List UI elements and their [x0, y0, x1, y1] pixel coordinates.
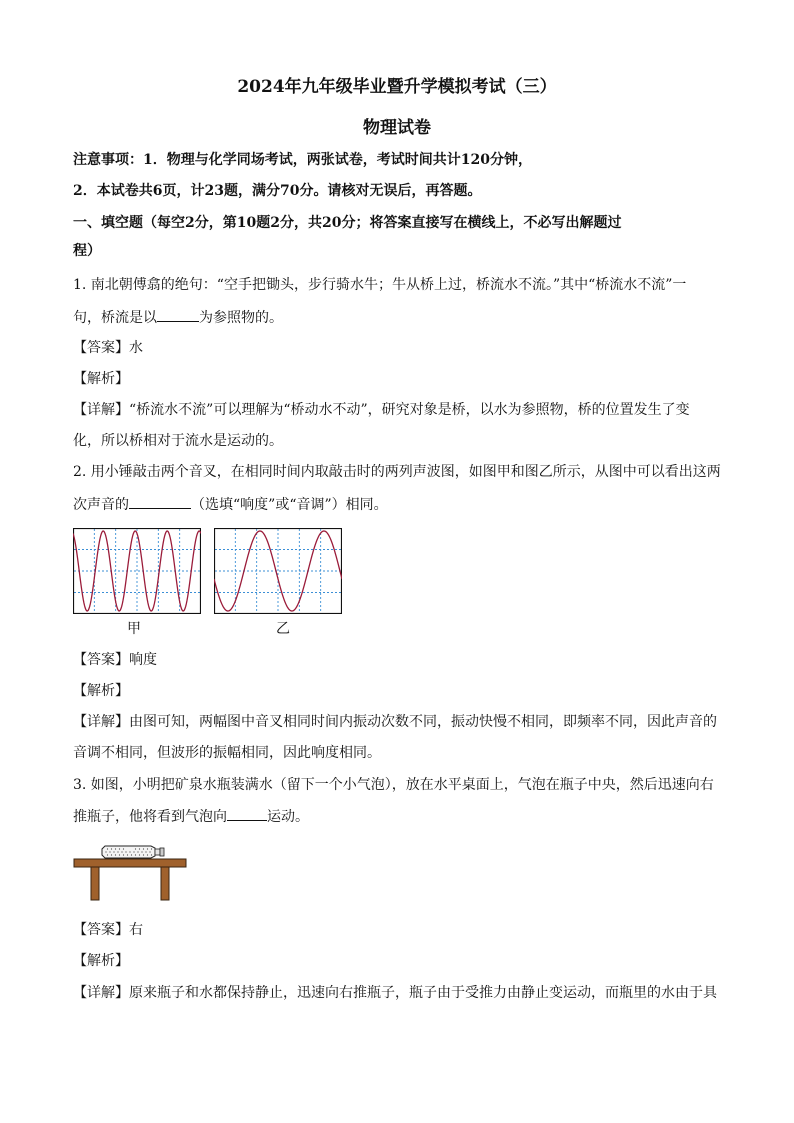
water-dot	[143, 854, 144, 855]
water-dot	[125, 851, 126, 852]
water-dot	[119, 854, 120, 855]
water-dot	[107, 854, 108, 855]
sound-wave-figure-b	[214, 528, 342, 614]
water-dot	[145, 851, 146, 852]
exam-subject-title: 物理试卷	[363, 118, 431, 138]
q3-analysis-tag: 【解析】	[73, 953, 129, 969]
q1-text-line-2	[73, 307, 283, 328]
q1-answer-tag: 【答案】	[73, 340, 129, 356]
q2-text-part-b: （选填“响度”或“音调”）相同。	[191, 497, 388, 513]
q1-answer: 水	[129, 340, 143, 356]
q1-detail-line-1	[73, 400, 690, 420]
notes-line-2: 2．本试卷共6页，计23题，满分70分。请核对无误后，再答题。	[73, 183, 482, 199]
q3-detail-tag: 【详解】	[73, 985, 129, 1001]
q1-text-part-b: 为参照物的。	[199, 310, 283, 326]
water-dot	[115, 848, 116, 849]
grid-a	[74, 529, 200, 613]
q3-answer-tag: 【答案】	[73, 922, 129, 938]
q1-answer-line	[73, 338, 143, 358]
q2-text-part-a: 次声音的	[73, 497, 129, 513]
water-dot	[131, 854, 132, 855]
water-dot	[115, 854, 116, 855]
figure-label-jia: 甲	[127, 621, 141, 637]
water-dot	[137, 851, 138, 852]
q2-detail-text-1: 由图可知，两幅图中音叉相同时间内振动次数不同，振动快慢不相同，即频率不同，因此声音的	[129, 714, 717, 730]
water-dot	[117, 851, 118, 852]
q2-answer-line	[73, 650, 157, 670]
q1-detail-text-1: “桥流水不流”可以理解为“桥动水不动”，研究对象是桥，以水为参照物，桥的位置发生了变	[129, 402, 690, 418]
water-dot	[147, 848, 148, 849]
water-dot	[151, 848, 152, 849]
water-dot	[135, 854, 136, 855]
q3-detail-text-1: 原来瓶子和水都保持静止，迅速向右推瓶子，瓶子由于受推力由静止变运动，而瓶里的水由于具	[129, 985, 717, 1001]
notes-line-1: 注意事项：1．物理与化学同场考试，两张试卷，考试时间共计120分钟，	[73, 152, 532, 168]
water-dot	[135, 848, 136, 849]
q1-text-line-1: 1. 南北朝傅翕的绝句：“空手把锄头，步行骑水牛；牛从桥上过，桥流水不流。”其中“桥流水不流”一	[73, 277, 687, 293]
table-leg-right	[161, 867, 169, 900]
water-dot	[149, 851, 150, 852]
q3-text-part-a: 推瓶子，他将看到气泡向	[73, 809, 227, 825]
water-dot	[133, 851, 134, 852]
water-dot	[121, 851, 122, 852]
q2-text-line-2	[73, 494, 388, 515]
q2-text-line-1: 2. 用小锤敲击两个音叉，在相同时间内取敲击时的两列声波图，如图甲和图乙所示，从图中可以看出这两	[73, 464, 721, 480]
q3-answer-line	[73, 920, 143, 940]
bottle-on-table-figure	[73, 838, 187, 902]
q2-analysis-tag: 【解析】	[73, 683, 129, 699]
water-dot	[141, 851, 142, 852]
water-dot	[109, 851, 110, 852]
q2-detail-line-2: 音调不相同，但波形的振幅相同，因此响度相同。	[73, 745, 381, 761]
q1-analysis-tag: 【解析】	[73, 371, 129, 387]
water-dot	[113, 851, 114, 852]
water-dot	[151, 854, 152, 855]
q2-detail-line-1	[73, 712, 717, 732]
q2-answer-blank	[129, 494, 191, 509]
q1-text-part-a: 句，桥流是以	[73, 310, 157, 326]
table-top	[74, 859, 186, 867]
water-dot	[111, 848, 112, 849]
q1-detail-line-2: 化，所以桥相对于流水是运动的。	[73, 433, 283, 449]
table-leg-left	[91, 867, 99, 900]
figure-label-yi: 乙	[276, 621, 290, 637]
water-dot	[139, 854, 140, 855]
q2-detail-tag: 【详解】	[73, 714, 129, 730]
water-dot	[143, 848, 144, 849]
q3-answer: 右	[129, 922, 143, 938]
water-dot	[107, 848, 108, 849]
q3-text-part-b: 运动。	[267, 809, 309, 825]
exam-title: 2024年九年级毕业暨升学模拟考试（三）	[237, 77, 557, 97]
q3-detail-line-1	[73, 983, 717, 1003]
water-dot	[119, 848, 120, 849]
water-dot	[127, 854, 128, 855]
q2-answer-tag: 【答案】	[73, 652, 129, 668]
water-dot	[139, 848, 140, 849]
q3-text-line-2	[73, 806, 309, 827]
water-dot	[123, 848, 124, 849]
q1-detail-tag: 【详解】	[73, 402, 129, 418]
q3-answer-blank	[227, 806, 267, 821]
q2-answer: 响度	[129, 652, 157, 668]
water-dot	[147, 854, 148, 855]
q1-answer-blank	[157, 307, 199, 322]
water-dot	[123, 854, 124, 855]
water-dot	[129, 851, 130, 852]
grid-b	[215, 529, 341, 613]
section-heading-line-2: 程）	[73, 243, 101, 259]
q3-text-line-1: 3. 如图，小明把矿泉水瓶装满水（留下一个小气泡），放在水平桌面上，气泡在瓶子中央，然后迅速向右	[73, 777, 714, 793]
water-dot	[105, 851, 106, 852]
water-bottle	[102, 846, 164, 858]
sound-wave-figure-a	[73, 528, 201, 614]
section-heading-line-1: 一、填空题（每空2分，第10题2分，共20分；将答案直接写在横线上，不必写出解题过	[73, 215, 622, 231]
water-dot	[111, 854, 112, 855]
